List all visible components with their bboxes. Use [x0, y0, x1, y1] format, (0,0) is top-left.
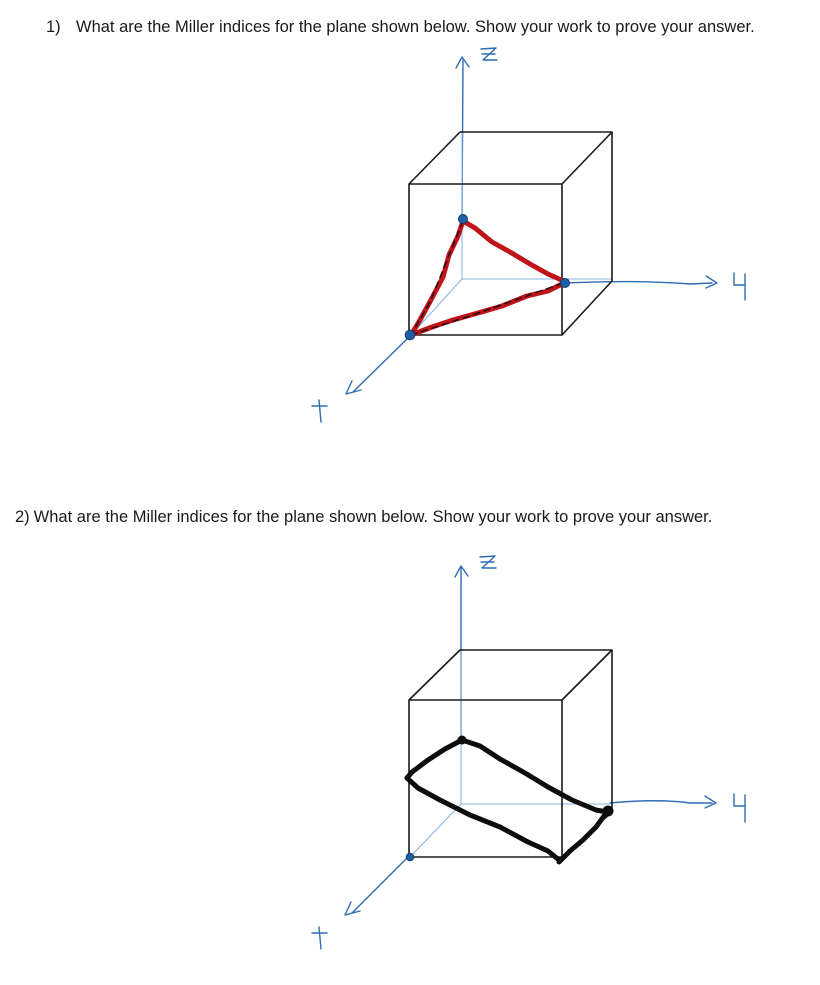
origin-x-point [406, 853, 414, 861]
z-label [481, 48, 497, 60]
y-label [734, 273, 745, 300]
z-label [480, 556, 496, 568]
plane-triangle [411, 221, 566, 335]
plane-vertex-y [603, 806, 614, 817]
x-axis [346, 335, 411, 394]
y-axis [610, 796, 716, 808]
y-label [734, 794, 745, 822]
figure-2-unit-cell [0, 550, 820, 970]
x-axis [345, 855, 410, 915]
figure-1-unit-cell [0, 40, 820, 440]
x-label [312, 400, 327, 422]
question-2 [15, 507, 712, 527]
question-2-text: What are the Miller indices for the plane shown below. Show your work to prove your answer. [33, 508, 713, 526]
question-2-number: 2) [15, 508, 30, 526]
y-axis [563, 276, 717, 288]
question-1-text: What are the Miller indices for the plane shown below. Show your work to prove your answer. [76, 18, 755, 36]
plane-vertex-z [458, 736, 467, 745]
plane-quadrilateral [407, 740, 607, 862]
intercept-z-point [459, 215, 468, 224]
intercept-x-point [405, 330, 415, 340]
x-label [312, 927, 327, 949]
question-1-number: 1) [46, 18, 61, 36]
intercept-y-point [561, 279, 570, 288]
question-1 [46, 17, 755, 37]
